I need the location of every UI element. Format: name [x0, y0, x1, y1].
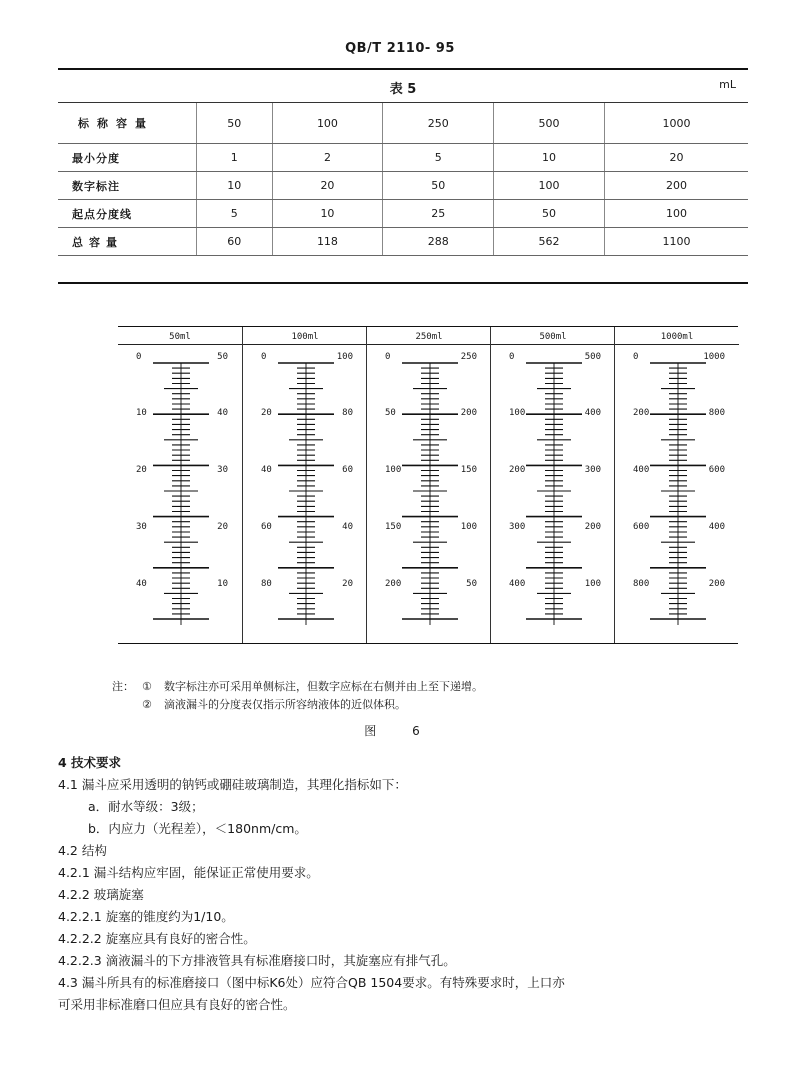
row-label: 总容量	[58, 228, 197, 256]
body-paragraph: 4.2.2.2 旋塞应具有良好的密合性。	[58, 931, 256, 946]
note-label-spacer	[112, 696, 142, 714]
body-paragraph: 4.2.1 漏斗结构应牢固，能保证正常使用要求。	[58, 865, 319, 880]
scale-number: 100	[460, 522, 477, 532]
scale-column	[366, 327, 491, 643]
figure-notes	[112, 678, 483, 714]
body-paragraph: 4.2.2 玻璃旋塞	[58, 887, 144, 902]
scale-number: 600	[708, 465, 725, 475]
body-paragraph: 4.2.2.3 滴液漏斗的下方排液管具有标准磨接口时，其旋塞应有排气孔。	[58, 953, 456, 968]
scale-number: 20	[217, 522, 228, 532]
table-unit: mL	[719, 78, 736, 91]
scale-number: 100	[336, 352, 353, 362]
table-cell: 5	[383, 144, 494, 172]
scale-number: 40	[217, 408, 228, 418]
graduation-scale	[261, 349, 353, 633]
scale-number: 200	[460, 408, 477, 418]
table-cell: 100	[272, 103, 383, 144]
scale-number: 10	[136, 408, 147, 418]
standard-number-header: QB/T 2110- 95	[345, 41, 455, 56]
scale-number: 100	[509, 408, 526, 418]
scale-number: 20	[136, 465, 147, 475]
scale-number: 150	[460, 465, 477, 475]
scale-column	[490, 327, 615, 643]
note-number: ①	[142, 680, 152, 693]
scale-number: 200	[633, 408, 650, 418]
scale-number: 400	[708, 522, 725, 532]
scale-number: 30	[217, 465, 228, 475]
scale-title: 100ml	[243, 330, 367, 345]
table-cell: 50	[494, 200, 605, 228]
scale-number: 50	[385, 408, 396, 418]
graduation-scale	[633, 349, 725, 633]
table-row	[58, 200, 748, 228]
note-label: 注：	[112, 680, 134, 693]
graduation-ticks	[511, 349, 597, 633]
scale-number: 0	[136, 352, 142, 362]
graduation-ticks	[635, 349, 721, 633]
technical-requirements-section	[58, 752, 758, 1016]
graduation-scale	[136, 349, 228, 633]
scale-number: 10	[217, 579, 228, 589]
scale-number: 800	[708, 408, 725, 418]
body-paragraph: 4.2 结构	[58, 843, 107, 858]
figure-caption: 图 6	[364, 724, 436, 738]
scale-number: 400	[584, 408, 601, 418]
table-cell: 1000	[604, 103, 748, 144]
table-cell: 100	[494, 172, 605, 200]
table-cell: 2	[272, 144, 383, 172]
scale-number: 200	[385, 579, 402, 589]
scale-number: 500	[584, 352, 601, 362]
table-cell: 1100	[604, 228, 748, 256]
scale-number: 0	[261, 352, 267, 362]
body-paragraph: 4 技术要求	[58, 755, 122, 770]
table-cell: 50	[197, 103, 273, 144]
row-label: 标称容量	[58, 103, 197, 144]
scale-column	[118, 327, 242, 643]
scale-number: 80	[342, 408, 353, 418]
scale-number: 20	[342, 579, 353, 589]
note-text: 数字标注亦可采用单侧标注，但数字应标在右侧并由上至下递增。	[164, 680, 483, 693]
scale-title: 50ml	[118, 330, 242, 345]
scale-number: 300	[584, 465, 601, 475]
row-label: 最小分度	[58, 144, 197, 172]
table-cell: 50	[383, 172, 494, 200]
note-item	[112, 678, 483, 696]
scale-number: 60	[342, 465, 353, 475]
table-cell: 25	[383, 200, 494, 228]
scale-number: 400	[633, 465, 650, 475]
scale-number: 40	[261, 465, 272, 475]
scale-column	[242, 327, 367, 643]
table-cell: 10	[272, 200, 383, 228]
scale-number: 30	[136, 522, 147, 532]
scale-number: 250	[460, 352, 477, 362]
table-cell: 10	[197, 172, 273, 200]
table-row	[58, 172, 748, 200]
table-cell: 10	[494, 144, 605, 172]
scale-title: 250ml	[367, 330, 491, 345]
graduation-ticks	[263, 349, 349, 633]
scale-number: 1000	[703, 352, 725, 362]
graduation-scale	[509, 349, 601, 633]
scale-number: 0	[509, 352, 515, 362]
scale-title: 1000ml	[615, 330, 739, 345]
note-text: 滴液漏斗的分度表仅指示所容纳液体的近似体积。	[164, 698, 406, 711]
table-caption	[58, 78, 748, 97]
scale-number: 100	[584, 579, 601, 589]
table-top-rule	[58, 68, 748, 70]
scale-number: 50	[466, 579, 477, 589]
table-cell: 288	[383, 228, 494, 256]
scale-number: 200	[708, 579, 725, 589]
scale-number: 40	[342, 522, 353, 532]
body-paragraph: 4.2.2.1 旋塞的锥度约为1/10。	[58, 909, 234, 924]
table-row	[58, 103, 748, 144]
scale-number: 200	[584, 522, 601, 532]
scale-number: 100	[385, 465, 402, 475]
scale-number: 800	[633, 579, 650, 589]
body-paragraph: 4.3 漏斗所具有的标准磨接口（图中标K6处）应符合QB 1504要求。有特殊要求时，上口亦	[58, 975, 565, 990]
body-paragraph: b．内应力（光程差），＜180nm/cm。	[88, 821, 307, 836]
scale-number: 80	[261, 579, 272, 589]
scale-number: 60	[261, 522, 272, 532]
graduation-ticks	[387, 349, 473, 633]
table-cell: 20	[604, 144, 748, 172]
scale-number: 600	[633, 522, 650, 532]
table-cell: 118	[272, 228, 383, 256]
body-paragraph: 可采用非标准磨口但应具有良好的密合性。	[58, 997, 296, 1012]
scale-title: 500ml	[491, 330, 615, 345]
scale-number: 0	[633, 352, 639, 362]
scale-column	[614, 327, 739, 643]
scale-number: 0	[385, 352, 391, 362]
scale-number: 150	[385, 522, 402, 532]
row-label: 起点分度线	[58, 200, 197, 228]
table-bottom-rule	[58, 282, 748, 284]
table-caption-text: 表 5	[389, 82, 417, 97]
table-row	[58, 144, 748, 172]
note-number: ②	[142, 698, 152, 711]
table-cell: 500	[494, 103, 605, 144]
table-cell: 20	[272, 172, 383, 200]
body-paragraph: a．耐水等级：3级；	[88, 799, 204, 814]
table-cell: 5	[197, 200, 273, 228]
table-cell: 100	[604, 200, 748, 228]
note-item	[112, 696, 483, 714]
table-cell: 562	[494, 228, 605, 256]
graduation-scale-figure	[118, 326, 738, 644]
scale-number: 400	[509, 579, 526, 589]
graduation-ticks	[138, 349, 224, 633]
row-label: 数字标注	[58, 172, 197, 200]
table-cell: 250	[383, 103, 494, 144]
body-paragraph: 4.1 漏斗应采用透明的钠钙或硼硅玻璃制造，其理化指标如下：	[58, 777, 407, 792]
scale-number: 300	[509, 522, 526, 532]
scale-number: 200	[509, 465, 526, 475]
graduation-scale	[385, 349, 477, 633]
scale-number: 40	[136, 579, 147, 589]
capacity-data-table	[58, 103, 748, 256]
table-cell: 60	[197, 228, 273, 256]
table-row	[58, 228, 748, 256]
scale-number: 50	[217, 352, 228, 362]
scale-number: 20	[261, 408, 272, 418]
table-cell: 200	[604, 172, 748, 200]
table-cell: 1	[197, 144, 273, 172]
